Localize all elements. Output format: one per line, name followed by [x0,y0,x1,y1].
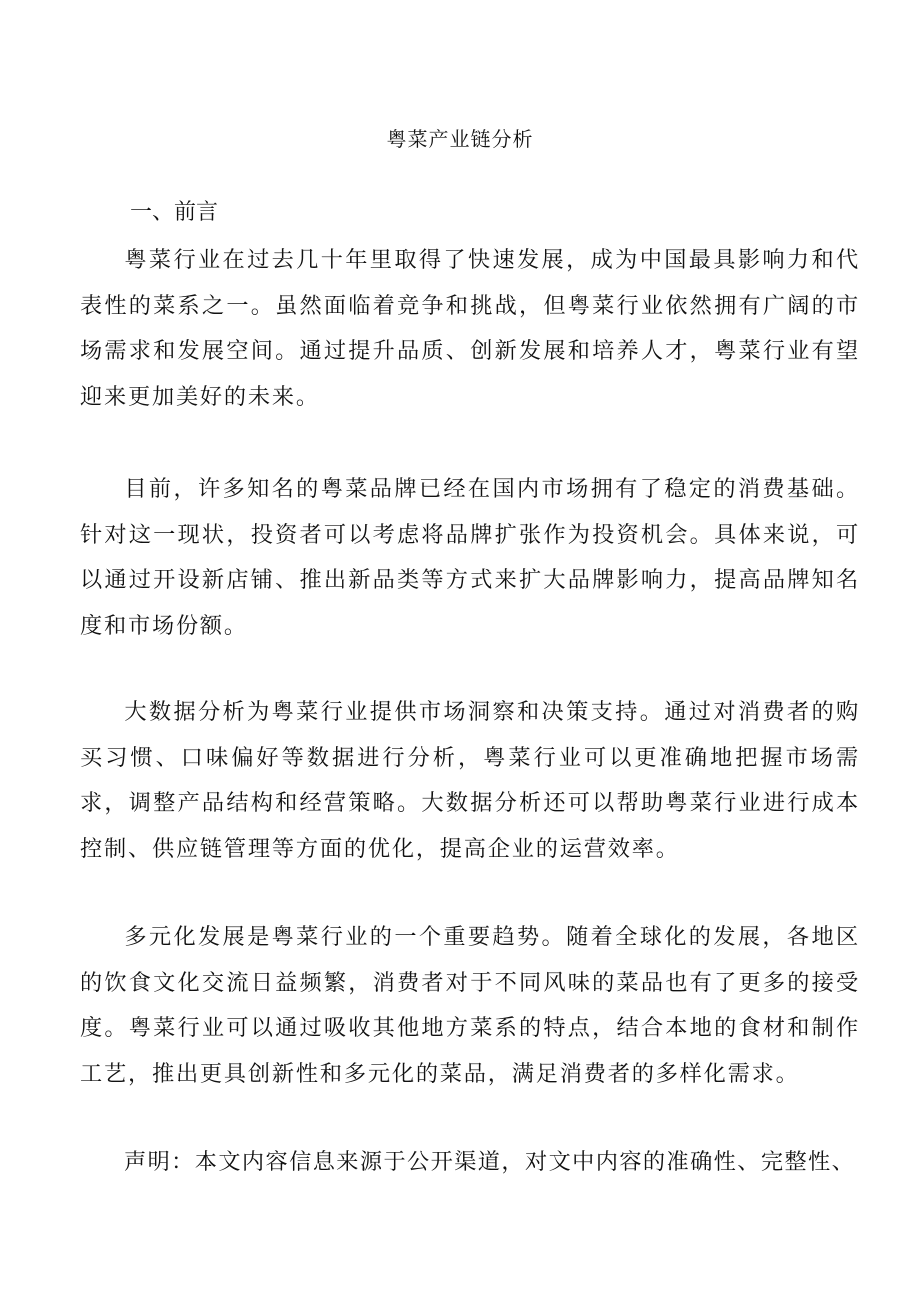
paragraph-4: 多元化发展是粤菜行业的一个重要趋势。随着全球化的发展，各地区的饮食文化交流日益频繁，消费者对于不同风味的菜品也有了更多的接受度。粤菜行业可以通过吸收其他地方菜系的特点，结合本地的食材和制作工艺，推出更具创新性和多元化的菜品，满足消费者的多样化需求。 [80,924,860,1087]
paragraph-3: 大数据分析为粤菜行业提供市场洞察和决策支持。通过对消费者的购买习惯、口味偏好等数据进行分析，粤菜行业可以更准确地把握市场需求，调整产品结构和经营策略。大数据分析还可以帮助粤菜行业进行成本控制、供应链管理等方面的优化，提高企业的运营效率。 [80,699,860,862]
paragraph-2: 目前，许多知名的粤菜品牌已经在国内市场拥有了稳定的消费基础。针对这一现状，投资者可以考虑将品牌扩张作为投资机会。具体来说，可以通过开设新店铺、推出新品类等方式来扩大品牌影响力，提高品牌知名度和市场份额。 [80,476,860,639]
document-title: 粤菜产业链分析 [386,127,534,151]
disclaimer-paragraph: 声明：本文内容信息来源于公开渠道，对文中内容的准确性、完整性、 [124,1149,856,1175]
section-heading-preface: 一、前言 [130,200,219,225]
paragraph-1: 粤菜行业在过去几十年里取得了快速发展，成为中国最具影响力和代表性的菜系之一。虽然面临着竞争和挑战，但粤菜行业依然拥有广阔的市场需求和发展空间。通过提升品质、创新发展和培养人才，粤菜行业有望迎来更加美好的未来。 [80,247,860,410]
